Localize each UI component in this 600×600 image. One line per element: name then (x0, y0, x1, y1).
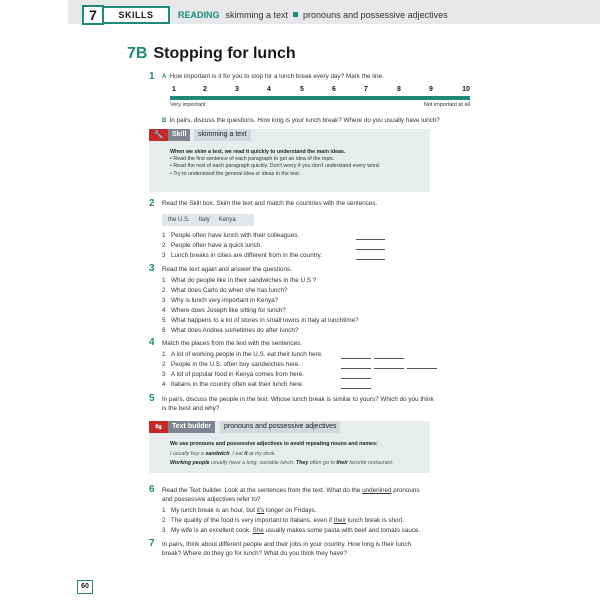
item-text: A lot of popular food in Kenya comes from here. (171, 371, 305, 378)
instruction-text: Read the Text builder. Look at the sentences from the text. What do the (162, 487, 363, 494)
exercise-7-number: 7 (149, 538, 155, 549)
item-text: People in the U.S. often buy sandwiches here. (171, 361, 301, 368)
item-underlined: their (333, 517, 347, 524)
scale-numbers (170, 86, 470, 96)
text-builder-icon: ⇆ (149, 421, 168, 433)
page-number: 60 (77, 580, 93, 594)
scale-tick: 2 (203, 86, 207, 93)
exercise-6-line-2: and possessive adjectives refer to? (162, 496, 261, 503)
scale-tick: 4 (267, 86, 271, 93)
item-number: 1 (162, 507, 166, 514)
sub-label-a: A (162, 73, 167, 80)
exercise-1a-text: How important is it for you to stop for a lunch break every day? Mark the line. (169, 73, 384, 80)
answer-blank[interactable] (374, 358, 404, 359)
item-underlined: She (252, 527, 264, 534)
item-text: People often have lunch with their colleagues. (171, 232, 300, 239)
exercise-2-instruction: Read the Skill box. Skim the text and match the countries with the sentences. (162, 200, 378, 207)
scale-line[interactable] (170, 96, 470, 100)
item-number: 4 (162, 307, 166, 314)
item-text: A lot of working people in the U.S. eat their lunch here. (171, 351, 323, 358)
wrench-icon: 🔧 (149, 129, 168, 141)
exercise-3-item (162, 307, 286, 314)
text-builder-example-2 (170, 459, 393, 469)
exercise-3-item (162, 277, 316, 284)
example-text: favorite restaurant. (347, 460, 394, 466)
exercise-2-item (162, 232, 299, 239)
answer-blank[interactable] (356, 249, 385, 250)
skill-intro: When we skim a text, we read it quickly to understand the main ideas. (170, 149, 346, 155)
example-highlight: their (336, 460, 348, 466)
exercise-3-number: 3 (149, 263, 155, 274)
item-text: My wife is an excellent cook. (171, 527, 253, 534)
exercise-4-item (162, 381, 304, 388)
item-number: 2 (162, 242, 166, 249)
item-text: What does Carlo do when she has lunch? (171, 287, 288, 294)
unit-number: 7 (82, 5, 104, 25)
item-text: My lunch break is an hour, but (171, 507, 257, 514)
item-text: What happens to a lot of stores in small towns in Italy at lunchtime? (171, 317, 359, 324)
skill-bullet: • Read the first sentence of each paragraph to get an idea of the topic. (170, 156, 380, 163)
exercise-1-number: 1 (149, 71, 155, 82)
scale-tick: 7 (364, 86, 368, 93)
item-number: 1 (162, 277, 166, 284)
exercise-2-number: 2 (149, 198, 155, 209)
item-underlined: it's (256, 507, 265, 514)
page-title (127, 45, 296, 63)
exercise-4-number: 4 (149, 337, 155, 348)
exercise-1b-text: In pairs, discuss the questions. How long is your lunch break? Where do you usually have lunch? (169, 117, 440, 124)
item-number: 3 (162, 371, 166, 378)
item-text: Italians in the country often eat their lunch here. (171, 381, 304, 388)
example-highlight: They (295, 460, 309, 466)
exercise-3-instruction: Read the text again and answer the questions. (162, 266, 292, 273)
item-number: 2 (162, 517, 166, 524)
instruction-text: pronouns (391, 487, 420, 494)
scale-tick: 1 (172, 86, 176, 93)
skill-topic: skimming a text (194, 129, 251, 141)
skill-bullet: • Read the rest of each paragraph quickly. Don't worry if you don't understand every word. (170, 163, 380, 170)
example-text: . I eat (229, 450, 245, 457)
answer-blank[interactable] (407, 368, 437, 369)
answer-blank[interactable] (341, 378, 371, 379)
item-number: 3 (162, 297, 166, 304)
header-topic-1: skimming a text (225, 10, 289, 20)
item-text: Lunch breaks in cities are different from in the country. (171, 252, 322, 259)
scale-left-label: Very important (170, 102, 206, 108)
exercise-5-number: 5 (149, 393, 155, 404)
example-text: usually have a long, sociable lunch. (209, 460, 296, 466)
skill-label: Skill (168, 129, 190, 141)
importance-scale[interactable] (170, 86, 470, 108)
sub-label-b: B (162, 117, 167, 124)
example-text: I usually buy a (170, 450, 206, 457)
exercise-3-item (162, 297, 278, 304)
item-text: lunch break is short. (346, 517, 405, 524)
text-builder-body (170, 440, 393, 469)
example-highlight: sandwich (205, 450, 230, 457)
item-number: 2 (162, 361, 166, 368)
text-builder-topic: pronouns and possessive adjectives (220, 421, 340, 433)
item-text: longer on Fridays. (264, 507, 317, 514)
lesson-code: 7B (127, 45, 148, 62)
skill-bullet: • Try to understand the general idea or ideas in the text. (170, 171, 380, 178)
exercise-3-item (162, 317, 359, 324)
exercise-7-line-1: In pairs, think about different people and their jobs in your country. How long is their lunch (162, 541, 411, 548)
exercise-6-item (162, 517, 404, 524)
example-text: often go to (308, 460, 337, 466)
item-number: 1 (162, 351, 166, 358)
item-number: 3 (162, 527, 166, 534)
scale-tick: 6 (332, 86, 336, 93)
skill-box-body (170, 149, 380, 178)
text-builder-label: Text builder (168, 421, 215, 433)
exercise-2-item (162, 252, 322, 259)
item-number: 1 (162, 232, 166, 239)
exercise-6-number: 6 (149, 484, 155, 495)
header-topics (178, 10, 448, 20)
item-number: 2 (162, 287, 166, 294)
answer-blank[interactable] (341, 388, 371, 389)
exercise-7-line-2: break? Where do they go for lunch? What do you think they have? (162, 550, 347, 557)
item-text: What does Andrea sometimes do after lunch? (171, 327, 299, 334)
item-number: 3 (162, 252, 166, 259)
text-builder-intro: We use pronouns and possessive adjectives to avoid repeating nouns and names: (170, 441, 378, 447)
exercise-4-item (162, 361, 300, 368)
answer-blank[interactable] (374, 368, 404, 369)
answer-blank[interactable] (356, 239, 385, 240)
exercise-6-item (162, 507, 316, 514)
item-text: The quality of the food is very important to Italians, even if (171, 517, 334, 524)
item-text: What do people like in their sandwiches in the U.S.? (171, 277, 317, 284)
example-highlight: it (244, 450, 248, 457)
item-number: 6 (162, 327, 166, 334)
lesson-title: Stopping for lunch (153, 45, 296, 62)
header-category: READING (178, 10, 220, 20)
item-number: 5 (162, 317, 166, 324)
square-bullet-icon (293, 12, 298, 17)
country-chip: Italy (198, 217, 210, 223)
exercise-1a (162, 73, 384, 81)
country-chip: Kenya (218, 217, 236, 223)
scale-tick: 9 (429, 86, 433, 93)
section-label: SKILLS (104, 6, 170, 24)
exercise-2-item (162, 242, 262, 249)
scale-tick: 10 (462, 86, 470, 93)
answer-blank[interactable] (356, 259, 385, 260)
exercise-4-instruction: Match the places from the text with the sentences. (162, 340, 303, 347)
exercise-3-item (162, 287, 288, 294)
scale-right-label: Not important at all (423, 102, 470, 108)
scale-tick: 3 (235, 86, 239, 93)
item-text: Where does Joseph like sitting for lunch? (171, 307, 286, 314)
exercise-4-item (162, 351, 323, 358)
country-list (162, 214, 254, 226)
text-builder-example-1 (170, 450, 393, 460)
item-number: 4 (162, 381, 166, 388)
exercise-3-item (162, 327, 298, 334)
example-text: at my desk. (247, 450, 277, 457)
exercise-6-line-1 (162, 487, 420, 495)
scale-tick: 5 (300, 86, 304, 93)
country-chip: the U.S. (168, 217, 190, 223)
exercise-4-item (162, 371, 304, 378)
item-text: usually makes some pasta with beef and tomato sauce. (263, 527, 421, 534)
item-text: People often have a quick lunch. (171, 242, 263, 249)
scale-tick: 8 (397, 86, 401, 93)
exercise-5-line-1: In pairs, discuss the people in the text. Whose lunch break is similar to yours? Which do you think (162, 396, 434, 403)
header-topic-2: pronouns and possessive adjectives (303, 10, 448, 20)
instruction-underlined: underlined (362, 487, 392, 494)
answer-blank[interactable] (341, 358, 371, 359)
exercise-6-item (162, 527, 420, 534)
example-highlight: Working people (170, 460, 210, 466)
exercise-1b (162, 117, 440, 125)
answer-blank[interactable] (341, 368, 371, 369)
item-text: Why is lunch very important in Kenya? (171, 297, 279, 304)
exercise-5-line-2: is the best and why? (162, 405, 220, 412)
